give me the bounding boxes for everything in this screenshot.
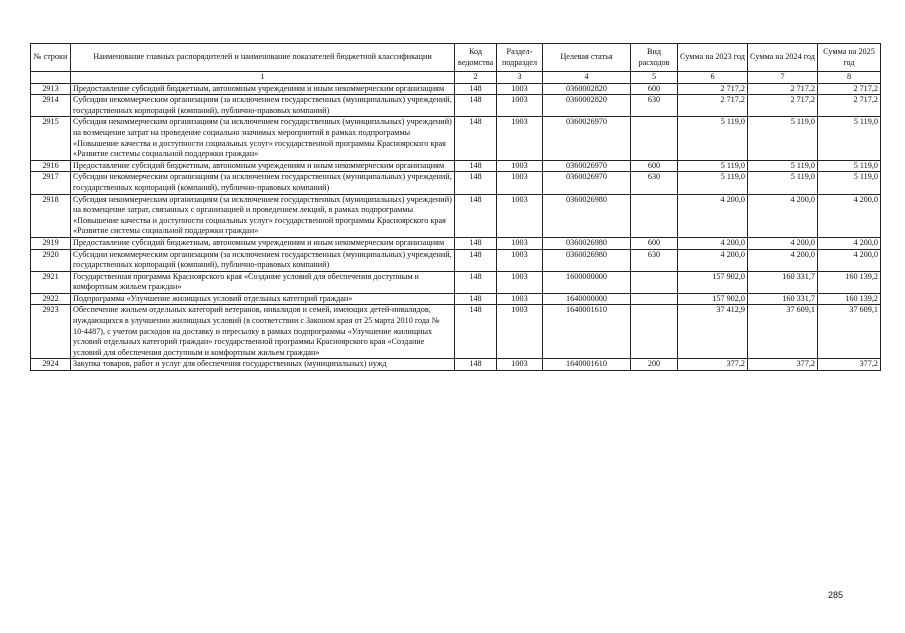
row-name: Субсидии некоммерческим организациям (за исключением государственных (муниципальных) учреждений, государственных корпораций (компаний), публично-правовых компаний)	[71, 249, 455, 271]
header-sum-2025: Сумма на 2025 год	[818, 44, 881, 72]
table-body	[31, 83, 881, 370]
table-row	[31, 95, 881, 117]
col-number-cell: 5	[631, 72, 678, 84]
table-row	[31, 172, 881, 194]
row-sum-2025: 4 200,0	[818, 194, 881, 237]
row-number: 2918	[31, 194, 71, 237]
header-num: № строки	[31, 44, 71, 72]
row-ved: 148	[455, 359, 497, 371]
row-razdel: 1003	[497, 305, 543, 359]
row-number: 2923	[31, 305, 71, 359]
row-sum-2025: 160 139,2	[818, 293, 881, 305]
row-vid: 600	[631, 83, 678, 95]
row-vid: 630	[631, 95, 678, 117]
row-vid	[631, 194, 678, 237]
row-name: Предоставление субсидий бюджетным, автономным учреждениям и иным некоммерческим организациям	[71, 160, 455, 172]
row-sum-2025: 160 139,2	[818, 271, 881, 293]
row-sum-2024: 160 331,7	[748, 271, 818, 293]
row-ved: 148	[455, 172, 497, 194]
row-razdel: 1003	[497, 95, 543, 117]
table-row	[31, 83, 881, 95]
header-row	[31, 44, 881, 72]
header-statya: Целевая статья	[543, 44, 631, 72]
row-sum-2024: 2 717,2	[748, 83, 818, 95]
col-number-cell: 2	[455, 72, 497, 84]
row-sum-2024: 377,2	[748, 359, 818, 371]
row-vid: 600	[631, 237, 678, 249]
row-number: 2921	[31, 271, 71, 293]
row-sum-2023: 5 119,0	[678, 160, 748, 172]
row-statya: 0360002820	[543, 95, 631, 117]
row-vid	[631, 293, 678, 305]
table-row	[31, 293, 881, 305]
row-ved: 148	[455, 305, 497, 359]
row-sum-2024: 4 200,0	[748, 249, 818, 271]
row-sum-2023: 4 200,0	[678, 249, 748, 271]
col-number-cell: 3	[497, 72, 543, 84]
row-name: Субсидии некоммерческим организациям (за исключением государственных (муниципальных) учреждений, государственных корпораций (компаний), публично-правовых компаний)	[71, 95, 455, 117]
row-number: 2924	[31, 359, 71, 371]
row-statya: 1640001610	[543, 305, 631, 359]
row-number: 2919	[31, 237, 71, 249]
row-ved: 148	[455, 237, 497, 249]
row-ved: 148	[455, 249, 497, 271]
page-number: 285	[828, 590, 844, 600]
row-name: Обеспечение жильем отдельных категорий ветеранов, инвалидов и семей, имеющих детей-инвалидов, нуждающихся в улучшении жилищных условий (в соответствии с Законом края от 25 марта 2010 года № 10-4487), с учетом расходов на доставку и пересылку в рамках подпрограммы «Улучшение жилищных условий отдельных категорий граждан» государственной программы Красноярского края «Создание условий для обеспечения доступным и комфортным жильем граждан»	[71, 305, 455, 359]
header-razdel: Раздел-подраздел	[497, 44, 543, 72]
row-statya: 1600000000	[543, 271, 631, 293]
row-number: 2917	[31, 172, 71, 194]
row-sum-2025: 5 119,0	[818, 172, 881, 194]
row-statya: 0360026970	[543, 172, 631, 194]
row-statya: 0360026980	[543, 249, 631, 271]
row-razdel: 1003	[497, 293, 543, 305]
row-vid: 630	[631, 172, 678, 194]
col-number-cell: 4	[543, 72, 631, 84]
row-sum-2025: 4 200,0	[818, 249, 881, 271]
row-razdel: 1003	[497, 249, 543, 271]
row-sum-2024: 4 200,0	[748, 237, 818, 249]
row-sum-2025: 2 717,2	[818, 83, 881, 95]
row-name: Предоставление субсидий бюджетным, автономным учреждениям и иным некоммерческим организациям	[71, 83, 455, 95]
row-statya: 0360026980	[543, 194, 631, 237]
row-sum-2024: 160 331,7	[748, 293, 818, 305]
row-sum-2024: 5 119,0	[748, 172, 818, 194]
row-razdel: 1003	[497, 359, 543, 371]
row-sum-2025: 2 717,2	[818, 95, 881, 117]
row-name: Государственная программа Красноярского края «Создание условий для обеспечения доступным и комфортным жильем граждан»	[71, 271, 455, 293]
row-number: 2913	[31, 83, 71, 95]
row-sum-2023: 377,2	[678, 359, 748, 371]
row-ved: 148	[455, 293, 497, 305]
table-row	[31, 249, 881, 271]
row-vid	[631, 117, 678, 160]
row-sum-2023: 5 119,0	[678, 117, 748, 160]
row-name: Закупка товаров, работ и услуг для обеспечения государственных (муниципальных) нужд	[71, 359, 455, 371]
row-sum-2024: 5 119,0	[748, 117, 818, 160]
table-row	[31, 194, 881, 237]
col-number-cell: 1	[71, 72, 455, 84]
col-number-cell	[31, 72, 71, 84]
row-sum-2025: 37 609,1	[818, 305, 881, 359]
row-ved: 148	[455, 83, 497, 95]
row-name: Подпрограмма «Улучшение жилищных условий отдельных категорий граждан»	[71, 293, 455, 305]
row-ved: 148	[455, 271, 497, 293]
row-name: Предоставление субсидий бюджетным, автономным учреждениям и иным некоммерческим организациям	[71, 237, 455, 249]
row-vid: 600	[631, 160, 678, 172]
row-razdel: 1003	[497, 83, 543, 95]
row-ved: 148	[455, 117, 497, 160]
table-row	[31, 160, 881, 172]
row-statya: 0360002820	[543, 83, 631, 95]
row-number: 2915	[31, 117, 71, 160]
row-vid: 200	[631, 359, 678, 371]
row-ved: 148	[455, 194, 497, 237]
table-row	[31, 117, 881, 160]
row-vid: 630	[631, 249, 678, 271]
row-sum-2023: 4 200,0	[678, 194, 748, 237]
row-name: Субсидия некоммерческим организациям (за исключением государственных (муниципальных) учреждений) на возмещение затрат, связанных с организацией и проведением лекций, в рамках подпрограммы «Повышение качества и доступности социальных услуг» государственной программы Красноярского края «Развитие системы социальной поддержки граждан»	[71, 194, 455, 237]
row-razdel: 1003	[497, 160, 543, 172]
table-row	[31, 359, 881, 371]
row-sum-2023: 157 902,0	[678, 293, 748, 305]
row-ved: 148	[455, 160, 497, 172]
row-sum-2024: 2 717,2	[748, 95, 818, 117]
row-statya: 0360026970	[543, 160, 631, 172]
header-name: Наименование главных распорядителей и наименование показателей бюджетной классификации	[71, 44, 455, 72]
row-statya: 1640000000	[543, 293, 631, 305]
row-razdel: 1003	[497, 194, 543, 237]
header-sum-2023: Сумма на 2023 год	[678, 44, 748, 72]
row-name: Субсидия некоммерческим организациям (за исключением государственных (муниципальных) учреждений) на возмещение затрат на проведение социально значимых мероприятий в рамках подпрограммы «Повышение качества и доступности социальных услуг» государственной программы Красноярского края «Развитие системы социальной поддержки граждан»	[71, 117, 455, 160]
row-sum-2025: 5 119,0	[818, 117, 881, 160]
row-vid	[631, 271, 678, 293]
row-sum-2025: 377,2	[818, 359, 881, 371]
row-sum-2023: 157 902,0	[678, 271, 748, 293]
row-number: 2916	[31, 160, 71, 172]
row-razdel: 1003	[497, 172, 543, 194]
col-number-cell: 7	[748, 72, 818, 84]
row-sum-2023: 5 119,0	[678, 172, 748, 194]
row-name: Субсидии некоммерческим организациям (за исключением государственных (муниципальных) учреждений, государственных корпораций (компаний), публично-правовых компаний)	[71, 172, 455, 194]
row-statya: 1640001610	[543, 359, 631, 371]
row-sum-2023: 37 412,9	[678, 305, 748, 359]
row-statya: 0360026980	[543, 237, 631, 249]
table-row	[31, 271, 881, 293]
row-statya: 0360026970	[543, 117, 631, 160]
header-sum-2024: Сумма на 2024 год	[748, 44, 818, 72]
row-number: 2922	[31, 293, 71, 305]
row-number: 2920	[31, 249, 71, 271]
row-razdel: 1003	[497, 237, 543, 249]
row-razdel: 1003	[497, 271, 543, 293]
row-sum-2025: 5 119,0	[818, 160, 881, 172]
row-sum-2025: 4 200,0	[818, 237, 881, 249]
row-sum-2024: 37 609,1	[748, 305, 818, 359]
table-row	[31, 237, 881, 249]
col-number-cell: 8	[818, 72, 881, 84]
budget-table	[30, 43, 881, 371]
row-sum-2023: 4 200,0	[678, 237, 748, 249]
header-vid: Вид расходов	[631, 44, 678, 72]
row-number: 2914	[31, 95, 71, 117]
row-sum-2023: 2 717,2	[678, 83, 748, 95]
row-sum-2024: 5 119,0	[748, 160, 818, 172]
row-vid	[631, 305, 678, 359]
header-ved: Код ведомства	[455, 44, 497, 72]
table-row	[31, 305, 881, 359]
row-ved: 148	[455, 95, 497, 117]
row-sum-2024: 4 200,0	[748, 194, 818, 237]
column-number-row	[31, 72, 881, 84]
row-razdel: 1003	[497, 117, 543, 160]
row-sum-2023: 2 717,2	[678, 95, 748, 117]
col-number-cell: 6	[678, 72, 748, 84]
